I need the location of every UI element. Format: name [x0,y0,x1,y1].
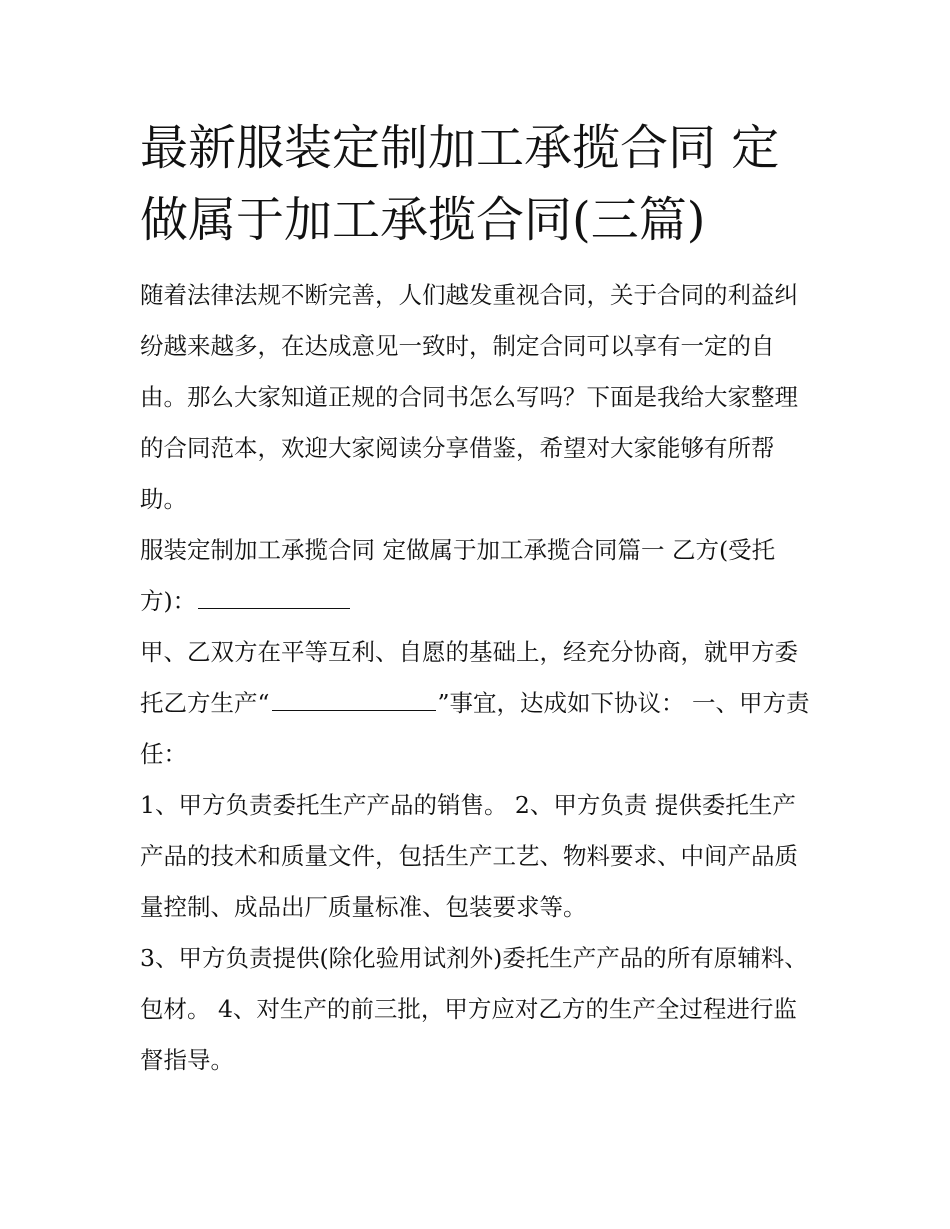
document-title: 最新服装定制加工承揽合同 定做属于加工承揽合同(三篇) [140,120,780,248]
product-name-blank [272,684,436,711]
agreement-paragraph [140,627,812,780]
agreement-text-end: ”事宜，达成如下协议： 一、甲方责任： [140,689,810,768]
intro-paragraph: 随着法律法规不断完善，人们越发重视合同，关于合同的利益纠纷越来越多，在达成意见一致时，制定合同可以享有一定的自由。那么大家知道正规的合同书怎么写吗？下面是我给大家整理的合同范本，欢迎大家阅读分享借鉴，希望对大家能够有所帮助。 [140,281,798,513]
section-heading-paragraph [140,525,812,627]
document-body [140,112,812,1086]
clause-1-2-paragraph: 1、甲方负责委托生产产品的销售。 2、甲方负责 提供委托生产产品的技术和质量文件，包括生产工艺、物料要求、中间产品质量控制、成品出厂质量标准、包装要求等。 [140,791,798,921]
agreement-text-start: 甲、乙双方在平等互利、自愿的基础上，经充分协商，就甲方委托乙方生产“ [140,638,798,717]
section-heading-text: 服装定制加工承揽合同 定做属于加工承揽合同篇一 乙方(受托方)： [140,536,776,615]
clause-3-4-paragraph: 3、甲方负责提供(除化验用试剂外)委托生产产品的所有原辅料、包材。 4、对生产的前三批，甲方应对乙方的生产全过程进行监督指导。 [140,944,808,1074]
trustee-name-blank [198,582,350,609]
